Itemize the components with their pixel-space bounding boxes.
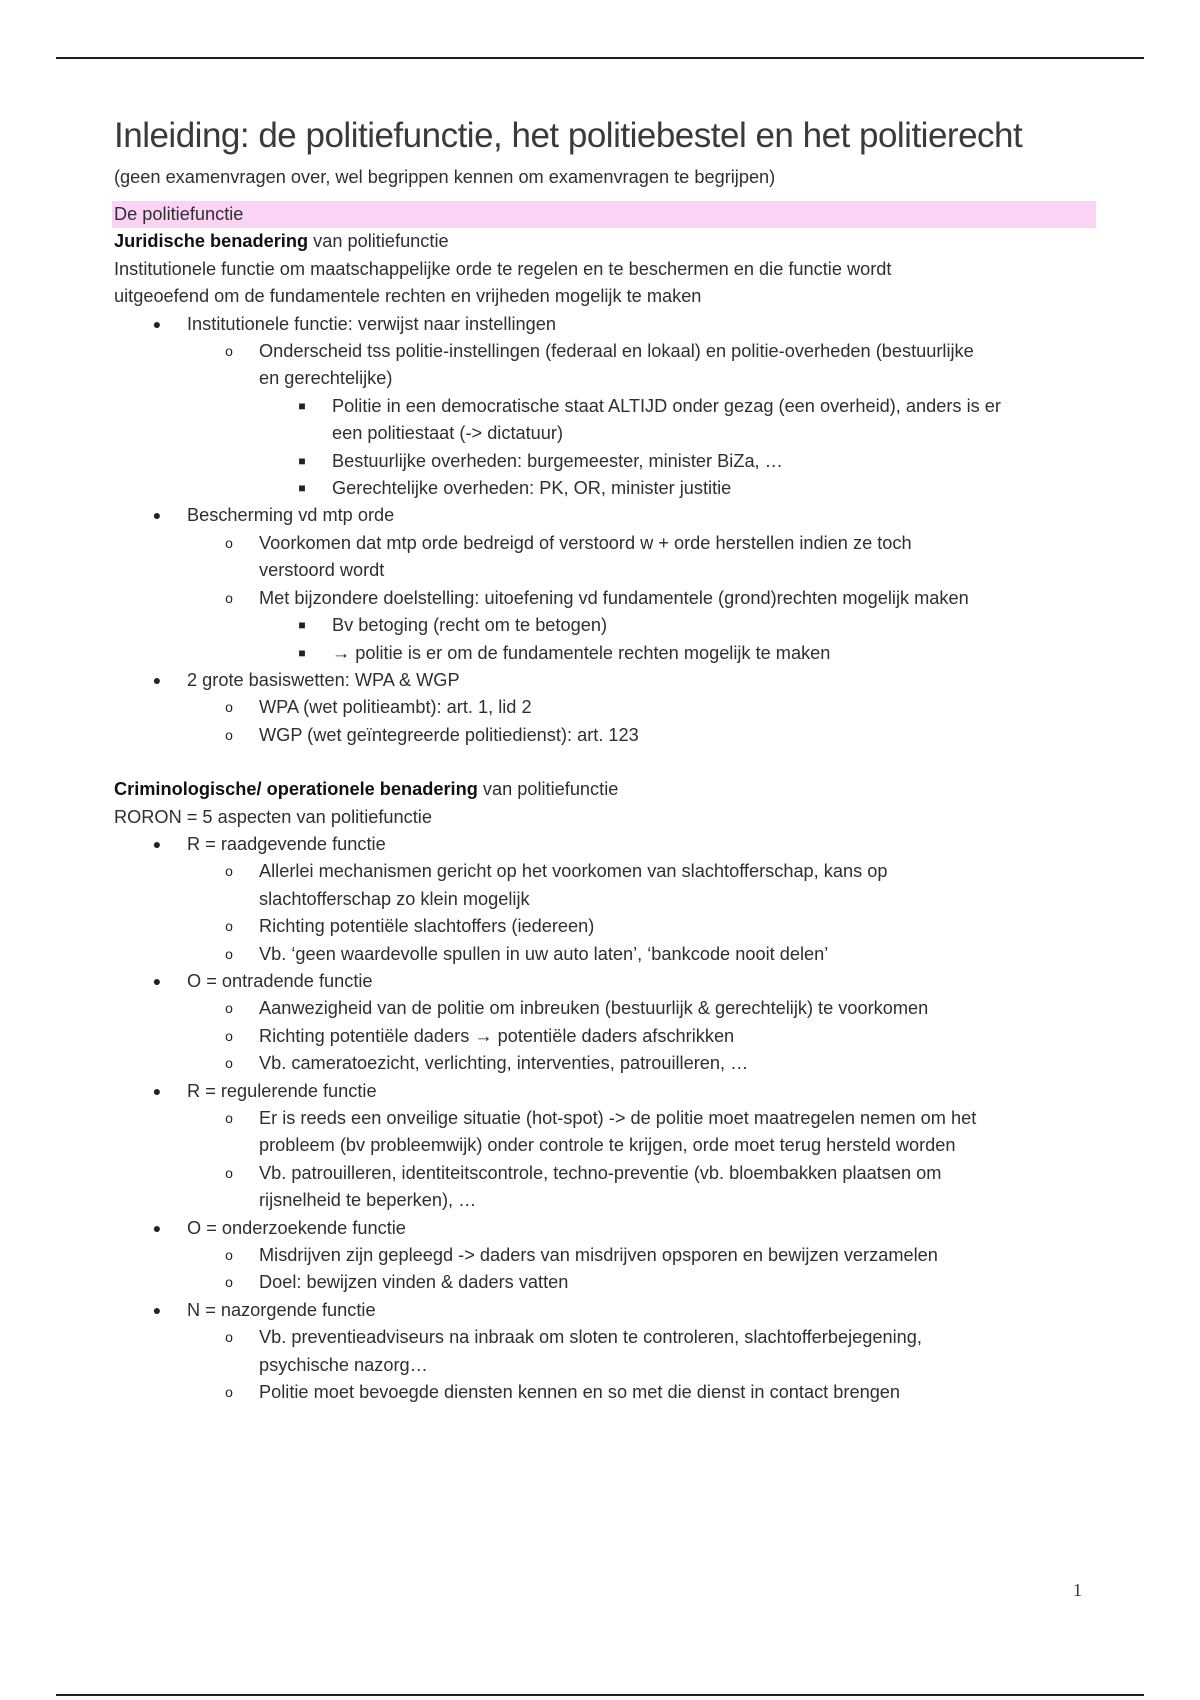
paragraph-line: Institutionele functie om maatschappelijke orde te regelen en te beschermen en die functie wordt <box>114 258 892 279</box>
juridisch-heading-rest: van politiefunctie <box>308 231 449 252</box>
list-item <box>114 585 1094 612</box>
paragraph-line: uitgeoefend om de fundamentele rechten en vrijheden mogelijk te maken <box>114 286 702 307</box>
list-item-text: Gerechtelijke overheden: PK, OR, minister justitie <box>332 478 732 499</box>
list-item-text: Richting potentiële daders → potentiële daders afschrikken <box>259 1025 735 1046</box>
page-subtitle: (geen examenvragen over, wel begrippen kennen om examenvragen te begrijpen) <box>114 167 776 187</box>
list-item-text: R = raadgevende functie <box>187 833 386 854</box>
list-item <box>114 1242 1094 1269</box>
circle-bullet-icon: o <box>225 918 233 935</box>
list-item <box>114 1105 1094 1132</box>
bullet-icon: ● <box>152 972 162 989</box>
list-item-text: Misdrijven zijn gepleegd -> daders van misdrijven opsporen en bewijzen verzamelen <box>259 1245 938 1266</box>
list-item-continuation: psychische nazorg… <box>259 1354 428 1375</box>
list-item <box>114 530 1094 557</box>
page-title: Inleiding: de politiefunctie, het politiebestel en het politierecht <box>114 116 1023 155</box>
list-item-text: WGP (wet geïntegreerde politiedienst): art. 123 <box>259 724 639 745</box>
square-bullet-icon: ■ <box>298 398 306 413</box>
circle-bullet-icon: o <box>225 1000 233 1017</box>
list-item-continuation: verstoord wordt <box>259 560 385 581</box>
list-item-text: Allerlei mechanismen gericht op het voorkomen van slachtofferschap, kans op <box>259 861 888 882</box>
list-item-text: 2 grote basiswetten: WPA & WGP <box>187 669 460 690</box>
circle-bullet-icon: o <box>225 1055 233 1072</box>
list-item <box>114 1379 1094 1406</box>
list-item <box>114 831 1094 858</box>
list-item <box>114 913 1094 940</box>
paragraph-line: RORON = 5 aspecten van politiefunctie <box>114 806 432 827</box>
footer-rule <box>56 1694 1144 1696</box>
circle-bullet-icon: o <box>225 1110 233 1126</box>
juridisch-heading <box>114 228 1094 255</box>
section-heading: De politiefunctie <box>112 201 1096 228</box>
circle-bullet-icon: o <box>225 726 233 743</box>
list-item-text: Bescherming vd mtp orde <box>187 505 395 526</box>
list-item-text: Vb. patrouilleren, identiteitscontrole, techno-preventie (vb. bloembakken plaatsen om <box>259 1162 942 1183</box>
list-item-text: Bestuurlijke overheden: burgemeester, minister BiZa, … <box>332 450 783 471</box>
list-item-text: Vb. ‘geen waardevolle spullen in uw auto laten’, ‘bankcode nooit delen’ <box>259 943 829 964</box>
list-item <box>114 1160 1094 1187</box>
list-item-text: WPA (wet politieambt): art. 1, lid 2 <box>259 697 532 718</box>
list-item <box>114 475 1094 502</box>
list-item <box>114 968 1094 995</box>
list-item <box>114 448 1094 475</box>
list-item-text: Voorkomen dat mtp orde bedreigd of verstoord w + orde herstellen indien ze toch <box>259 532 912 553</box>
list-item <box>114 694 1094 721</box>
list-item-text: Onderscheid tss politie-instellingen (federaal en lokaal) en politie-overheden (bestuurlijke <box>259 341 974 362</box>
list-item-continuation: probleem (bv probleemwijk) onder controle te krijgen, orde moet terug hersteld worden <box>259 1135 956 1156</box>
crimino-heading <box>114 776 1094 803</box>
crimino-heading-bold: Criminologische/ operationele benadering <box>114 779 478 800</box>
list-item <box>114 858 1094 885</box>
page-number: 1 <box>1073 1580 1082 1600</box>
paragraph-gap <box>114 749 1094 776</box>
list-item <box>114 1269 1094 1296</box>
list-item-text: Aanwezigheid van de politie om inbreuken (bestuurlijk & gerechtelijk) te voorkomen <box>259 998 929 1019</box>
list-item <box>114 1023 1094 1050</box>
list-item <box>114 502 1094 529</box>
list-item-continuation: slachtofferschap zo klein mogelijk <box>259 888 530 909</box>
list-item-text: Richting potentiële slachtoffers (iedereen) <box>259 916 595 937</box>
list-item-text: Bv betoging (recht om te betogen) <box>332 615 607 636</box>
list-item-text: Met bijzondere doelstelling: uitoefening vd fundamentele (grond)rechten mogelijk maken <box>259 587 969 608</box>
list-item-text: Institutionele functie: verwijst naar instellingen <box>187 313 556 334</box>
circle-bullet-icon: o <box>225 1247 233 1264</box>
list-item-text: R = regulerende functie <box>187 1080 377 1101</box>
circle-bullet-icon: o <box>225 1027 233 1044</box>
list-item <box>114 640 1094 667</box>
list-item <box>114 1078 1094 1105</box>
square-bullet-icon: ■ <box>298 645 306 660</box>
list-item <box>114 1324 1094 1351</box>
list-item-text: Politie moet bevoegde diensten kennen en so met die dienst in contact brengen <box>259 1382 901 1403</box>
list-item <box>114 941 1094 968</box>
juridisch-heading-bold: Juridische benadering <box>114 231 309 252</box>
document-page <box>114 110 1094 1406</box>
square-bullet-icon: ■ <box>298 618 306 633</box>
list-item-text: Politie in een democratische staat ALTIJD onder gezag (een overheid), anders is er <box>332 395 1001 416</box>
list-item-text: O = ontradende functie <box>187 970 373 991</box>
bullet-icon: ● <box>152 1301 162 1318</box>
list-item <box>114 338 1094 365</box>
square-bullet-icon: ■ <box>298 481 306 496</box>
circle-bullet-icon: o <box>225 1329 233 1346</box>
square-bullet-icon: ■ <box>298 453 306 468</box>
list-item-text: Er is reeds een onveilige situatie (hot-spot) -> de politie moet maatregelen nemen om het <box>259 1108 977 1128</box>
list-item <box>114 1297 1094 1324</box>
bullet-icon: ● <box>152 835 162 852</box>
circle-bullet-icon: o <box>225 1164 233 1181</box>
list-item <box>114 393 1094 420</box>
circle-bullet-icon: o <box>225 1384 233 1401</box>
crimino-heading-rest: van politiefunctie <box>477 779 619 800</box>
bullet-icon: ● <box>152 1082 162 1099</box>
list-item-text: O = onderzoekende functie <box>187 1217 406 1238</box>
list-item <box>114 311 1094 338</box>
bullet-icon: ● <box>152 1219 162 1236</box>
list-item-text: Vb. cameratoezicht, verlichting, interventies, patrouilleren, … <box>259 1053 749 1074</box>
bullet-icon: ● <box>152 671 162 688</box>
header-rule <box>56 57 1144 59</box>
list-item <box>114 667 1094 694</box>
bullet-icon: ● <box>152 507 162 524</box>
circle-bullet-icon: o <box>225 863 233 880</box>
circle-bullet-icon: o <box>225 589 233 606</box>
circle-bullet-icon: o <box>225 1274 233 1291</box>
list-item <box>114 722 1094 749</box>
bullet-icon: ● <box>152 315 162 332</box>
list-item-continuation: rijsnelheid te beperken), … <box>259 1190 477 1211</box>
list-item-text: N = nazorgende functie <box>187 1299 376 1320</box>
list-item <box>114 1050 1094 1077</box>
list-item-continuation: een politiestaat (-> dictatuur) <box>332 423 564 444</box>
circle-bullet-icon: o <box>225 343 233 360</box>
circle-bullet-icon: o <box>225 699 233 716</box>
list-item <box>114 612 1094 639</box>
circle-bullet-icon: o <box>225 534 233 551</box>
list-item-text: Doel: bewijzen vinden & daders vatten <box>259 1272 569 1293</box>
list-item-text: Vb. preventieadviseurs na inbraak om sloten te controleren, slachtofferbejegening, <box>259 1327 922 1348</box>
list-item <box>114 1215 1094 1242</box>
circle-bullet-icon: o <box>225 945 233 962</box>
list-item <box>114 995 1094 1022</box>
list-item-continuation: en gerechtelijke) <box>259 368 393 389</box>
list-item-text: → politie is er om de fundamentele rechten mogelijk te maken <box>332 642 831 663</box>
